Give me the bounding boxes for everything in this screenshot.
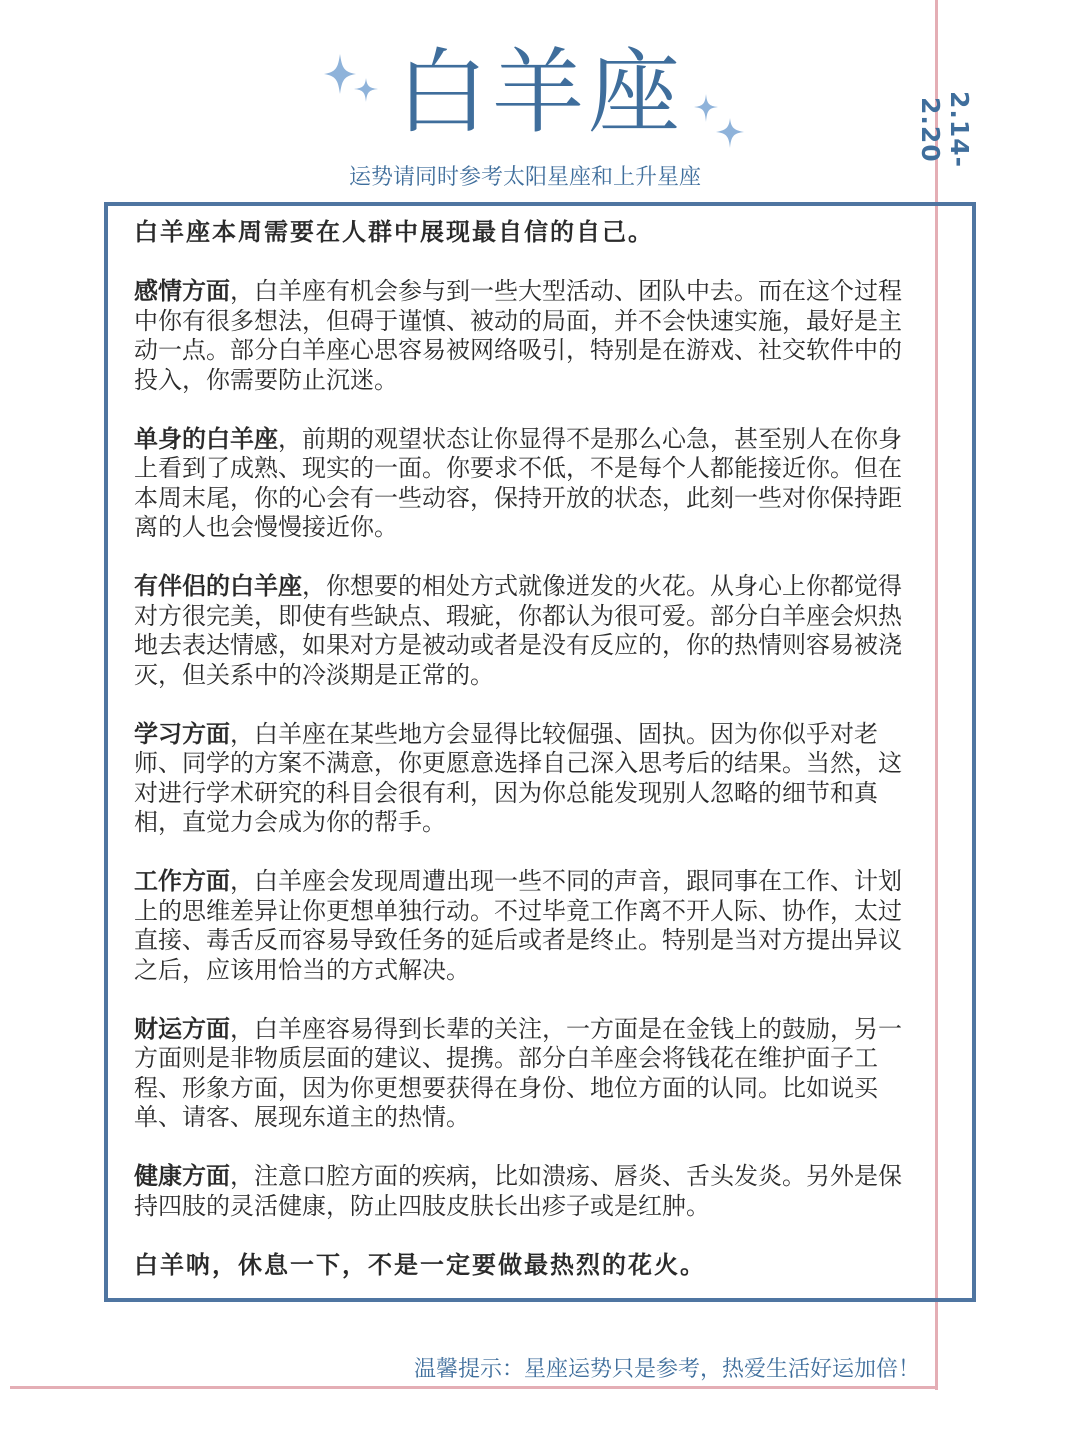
sparkle-icon — [322, 52, 382, 110]
section-text: ，白羊座会发现周遭出现一些不同的声音，跟同事在工作、计划上的思维差异让你更想单独行动。不过毕竟工作离不开人际、协作，太过直接、毒舌反而容易导致任务的延后或者是终止。特别是当对方提出异议之后，应该用恰当的方式解决。 — [134, 867, 902, 984]
subtitle: 运势请同时参考太阳星座和上升星座 — [348, 165, 701, 190]
section-keyword: 工作方面 — [134, 867, 230, 895]
section-keyword: 财运方面 — [134, 1014, 230, 1043]
section-text: ，白羊座在某些地方会显得比较倔强、固执。因为你似乎对老师、同学的方案不满意，你更愿意选择自己深入思考后的结果。当然，这对进行学术研究的科目会很有利，因为你总能发现别人忽略的细节和真相，直觉力会成为你的帮手。 — [134, 719, 902, 836]
section-keyword: 单身的白羊座 — [134, 424, 278, 453]
health-section — [134, 1162, 919, 1221]
section-keyword: 学习方面 — [134, 719, 230, 748]
study-section — [134, 720, 919, 838]
section-text: ，白羊座有机会参与到一些大型活动、团队中去。而在这个过程中你有很多想法，但碍于谨慎、被动的局面，并不会快速实施，最好是主动一点。部分白羊座心思容易被网络吸引，特别是在游戏、社交软件中的投入，你需要防止沉迷。 — [134, 277, 902, 394]
date-range: 2.14-2.20 — [916, 91, 974, 169]
section-keyword: 有伴侣的白羊座 — [134, 572, 302, 600]
section-text: ，你想要的相处方式就像迸发的火花。从身心上你都觉得对方很完美，即使有些缺点、瑕疵，你都认为很可爱。部分白羊座会炽热地去表达情感，如果对方是被动或者是没有反应的，你的热情则容易被浇灭，但关系中的冷淡期是正常的。 — [134, 572, 902, 689]
love-section — [134, 277, 919, 395]
horoscope-content — [134, 218, 919, 1310]
footer-tip: 温馨提示：星座运势只是参考，热爱生活好运加倍！ — [413, 1357, 920, 1382]
work-section — [134, 867, 919, 985]
pink-horizontal-line — [10, 1386, 938, 1389]
lead-sentence: 白羊座本周需要在人群中展现最自信的自己。 — [134, 218, 654, 246]
closing-sentence: 白羊呐，休息一下，不是一定要做最热烈的花火。 — [134, 1250, 706, 1279]
section-text: ，白羊座容易得到长辈的关注，一方面是在金钱上的鼓励，另一方面则是非物质层面的建议、提携。部分白羊座会将钱花在维护面子工程、形象方面，因为你更想要获得在身份、地位方面的认同。比如说买单、请客、展现东道主的热情。 — [134, 1014, 902, 1131]
partnered-section — [134, 572, 919, 690]
page-title: 白羊座 — [395, 39, 684, 146]
wealth-section — [134, 1015, 919, 1133]
single-section — [134, 425, 919, 543]
section-text: ，前期的观望状态让你显得不是那么心急，甚至别人在你身上看到了成熟、现实的一面。你要求不低，不是每个人都能接近你。但在本周末尾，你的心会有一些动容，保持开放的状态，此刻一些对你保持距离的人也会慢慢接近你。 — [134, 424, 902, 541]
section-keyword: 健康方面 — [134, 1162, 230, 1190]
section-keyword: 感情方面 — [134, 277, 230, 305]
section-text: ，注意口腔方面的疾病，比如溃疡、唇炎、舌头发炎。另外是保持四肢的灵活健康，防止四肢皮肤长出疹子或是红肿。 — [134, 1162, 902, 1220]
